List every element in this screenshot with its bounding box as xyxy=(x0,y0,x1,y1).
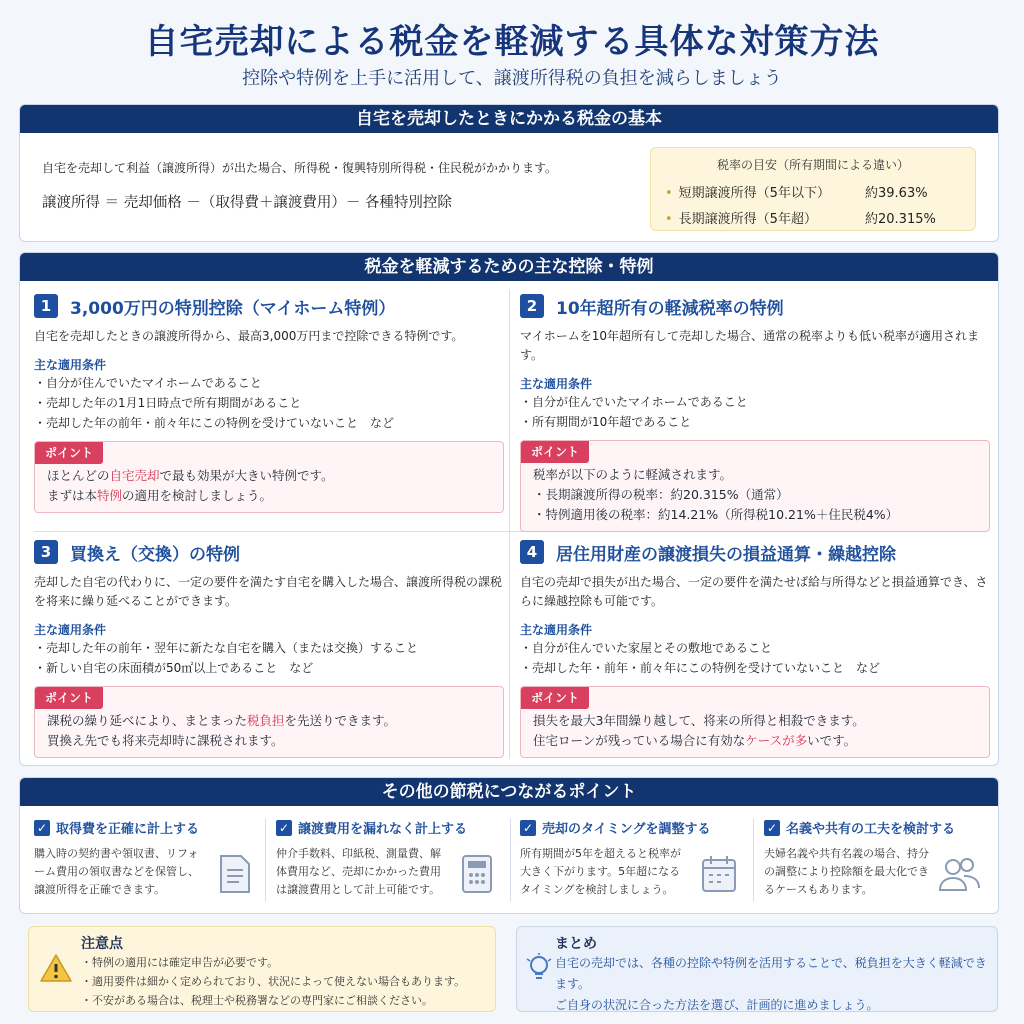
tip-title: 譲渡費用を漏れなく計上する xyxy=(298,822,468,837)
divider xyxy=(510,818,511,902)
rate-value: 約39.63% xyxy=(865,186,928,201)
rate-label: 長期譲渡所得（5年超） xyxy=(678,212,817,227)
tip-title: 売却のタイミングを調整する xyxy=(542,822,711,837)
deductions-panel xyxy=(19,252,999,766)
condition-item: ・所有期間が10年超であること xyxy=(520,415,692,429)
caution-box xyxy=(28,926,496,1012)
measure-card-1 xyxy=(34,291,504,513)
point-box xyxy=(520,440,990,532)
point-tag: ポイント xyxy=(35,687,103,709)
card-number: 1 xyxy=(34,294,58,318)
tip-text: 仲介手数料、印紙税、測量費、解体費用など、売却にかかった費用は譲渡費用として計上可能です。 xyxy=(276,847,441,896)
condition-item: ・売却した年の1月1日時点で所有期間があること xyxy=(34,396,302,410)
condition-item: ・売却した年・前年・前々年にこの特例を受けていないこと など xyxy=(520,661,881,675)
bullet-icon: • xyxy=(665,212,673,227)
document-icon xyxy=(218,854,252,894)
measure-card-2 xyxy=(520,291,990,532)
people-icon xyxy=(938,854,982,894)
measure-card-4 xyxy=(520,537,990,758)
point-tag: ポイント xyxy=(521,441,589,463)
point-line: 課税の繰り延べにより、まとまった税負担を先送りできます。 xyxy=(47,713,397,728)
point-line: 買換え先でも将来売却時に課税されます。 xyxy=(47,733,284,748)
tax-basics-panel xyxy=(19,104,999,242)
condition-item: ・自分が住んでいた家屋とその敷地であること xyxy=(520,641,773,655)
point-box xyxy=(34,686,504,758)
card-description: 自宅を売却したときの譲渡所得から、最高3,000万円まで控除できる特例です。 xyxy=(34,329,464,343)
tip-ownership xyxy=(764,818,996,910)
lightbulb-icon xyxy=(525,953,553,983)
card-description: マイホームを10年超所有して売却した場合、通常の税率よりも低い税率が適用されます。 xyxy=(520,329,980,362)
condition-item: ・新しい自宅の床面積が50㎡以上であること など xyxy=(34,661,314,675)
card-description: 自宅の売却で損失が出た場合、一定の要件を満たせば給与所得などと損益通算でき、さらに繰越控除も可能です。 xyxy=(520,575,988,608)
condition-item: ・自分が住んでいたマイホームであること xyxy=(520,395,748,409)
tip-text: 夫婦名義や共有名義の場合、持分の調整により控除額を最大化できるケースもあります。 xyxy=(764,847,929,896)
caution-line: ・不安がある場合は、税理士や税務署などの専門家にご相談ください。 xyxy=(81,994,433,1007)
point-line: ・長期譲渡所得の税率：約20.315%（通常） xyxy=(533,487,789,502)
summary-box xyxy=(516,926,998,1012)
card-title: 買換え（交換）の特例 xyxy=(70,544,240,565)
rate-row-short xyxy=(665,182,928,201)
point-line: 損失を最大3年間繰り越して、将来の所得と相殺できます。 xyxy=(533,713,865,728)
point-line: ・特例適用後の税率：約14.21%（所得税10.21%＋住民税4%） xyxy=(533,507,899,522)
point-line: 住宅ローンが残っている場合に有効なケースが多いです。 xyxy=(533,733,857,748)
summary-line: 自宅の売却では、各種の控除や特例を活用することで、税負担を大きく軽減できます。 xyxy=(555,956,987,991)
card-title: 居住用財産の譲渡損失の損益通算・繰越控除 xyxy=(556,544,896,565)
tax-basics-description: 自宅を売却して利益（譲渡所得）が出た場合、所得税・復興特別所得税・住民税がかかります。 xyxy=(42,161,558,175)
tax-rate-box xyxy=(650,147,976,231)
condition-item: ・売却した年の前年・前々年にこの特例を受けていないこと など xyxy=(34,416,395,430)
rate-value: 約20.315% xyxy=(865,212,936,227)
card-number: 4 xyxy=(520,540,544,564)
summary-title: まとめ xyxy=(555,936,597,952)
calculator-icon xyxy=(460,854,494,894)
tip-sale-timing xyxy=(520,818,752,910)
point-tag: ポイント xyxy=(521,687,589,709)
page-subtitle: 控除や特例を上手に活用して、譲渡所得税の負担を減らしましょう xyxy=(242,68,782,89)
point-line: ほとんどの自宅売却で最も効果が大きい特例です。 xyxy=(47,468,334,483)
card-number: 3 xyxy=(34,540,58,564)
checkbox-icon: ✓ xyxy=(520,820,536,836)
conditions-label: 主な適用条件 xyxy=(520,623,593,637)
rate-row-long xyxy=(665,208,936,227)
caution-line: ・特例の適用には確定申告が必要です。 xyxy=(81,956,279,969)
point-line: 税率が以下のように軽減されます。 xyxy=(533,467,733,482)
caution-line: ・適用要件は細かく定められており、状況によって使えない場合もあります。 xyxy=(81,975,466,988)
capital-gains-formula: 譲渡所得 ＝ 売却価格 －（取得費＋譲渡費用）－ 各種特別控除 xyxy=(42,195,452,211)
summary-line: ご自身の状況に合った方法を選び、計画的に進めましょう。 xyxy=(555,998,879,1012)
point-box xyxy=(34,441,504,513)
point-box xyxy=(520,686,990,758)
conditions-label: 主な適用条件 xyxy=(520,377,593,391)
condition-item: ・自分が住んでいたマイホームであること xyxy=(34,376,262,390)
bullet-icon: • xyxy=(665,186,673,201)
tip-transfer-cost xyxy=(276,818,508,910)
point-tag: ポイント xyxy=(35,442,103,464)
tip-text: 購入時の契約書や領収書、リフォーム費用の領収書などを保管し、譲渡所得を正確できます。 xyxy=(34,847,199,896)
deductions-heading: 税金を軽減するための主な控除・特例 xyxy=(20,253,998,281)
caution-title: 注意点 xyxy=(81,936,123,952)
tip-text: 所有期間が5年を超えると税率が大きく下がります。5年超になるタイミングを検討しましょう。 xyxy=(520,847,681,896)
card-title: 10年超所有の軽減税率の特例 xyxy=(556,298,784,319)
card-description: 売却した自宅の代わりに、一定の要件を満たす自宅を購入した場合、譲渡所得税の課税を将来に繰り延べることができます。 xyxy=(34,575,503,608)
checkbox-icon: ✓ xyxy=(764,820,780,836)
divider xyxy=(509,289,510,759)
page-title: 自宅売却による税金を軽減する具体な対策方法 xyxy=(144,22,880,62)
conditions-label: 主な適用条件 xyxy=(34,623,107,637)
calendar-icon xyxy=(700,854,738,894)
other-tips-panel xyxy=(19,777,999,914)
point-line: まずは本特例の適用を検討しましょう。 xyxy=(47,488,273,503)
conditions-label: 主な適用条件 xyxy=(34,358,107,372)
card-title: 3,000万円の特別控除（マイホーム特例） xyxy=(70,298,396,319)
tax-basics-heading: 自宅を売却したときにかかる税金の基本 xyxy=(20,105,998,133)
measure-card-3 xyxy=(34,537,504,758)
condition-item: ・売却した年の前年・翌年に新たな自宅を購入（または交換）すること xyxy=(34,641,419,655)
other-tips-heading: その他の節税につながるポイント xyxy=(20,778,998,806)
tip-title: 名義や共有の工夫を検討する xyxy=(786,822,956,837)
tax-rate-title: 税率の目安（所有期間による違い） xyxy=(716,158,909,172)
card-number: 2 xyxy=(520,294,544,318)
tip-title: 取得費を正確に計上する xyxy=(56,822,200,837)
tip-acquisition-cost xyxy=(34,818,266,910)
checkbox-icon: ✓ xyxy=(276,820,292,836)
rate-label: 短期譲渡所得（5年以下） xyxy=(678,186,830,201)
divider xyxy=(753,818,754,902)
checkbox-icon: ✓ xyxy=(34,820,50,836)
warning-icon xyxy=(39,953,73,983)
